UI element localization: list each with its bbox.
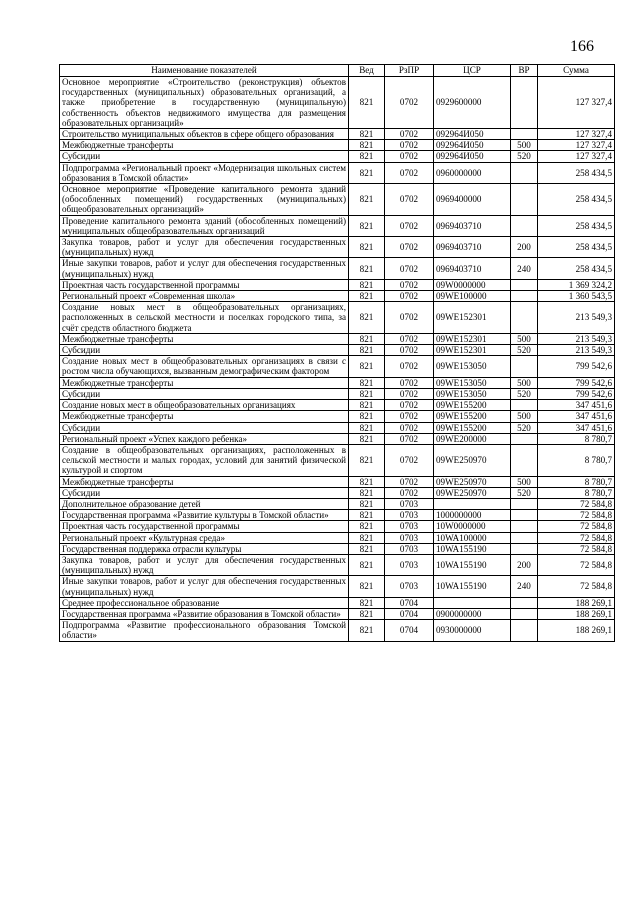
cell-ved: 821 <box>349 258 385 279</box>
cell-sum: 347 451,6 <box>538 400 615 411</box>
cell-sum: 127 327,4 <box>538 151 615 162</box>
table-row <box>60 151 615 162</box>
table-row <box>60 444 615 476</box>
cell-name: Создание новых мест в общеобразовательных организациях в связи с ростом числа обучающихся, вызванным демографическим фактором <box>60 356 349 377</box>
cell-sum: 72 584,8 <box>538 576 615 597</box>
header-sum: Сумма <box>538 65 615 77</box>
cell-vr <box>511 302 538 334</box>
table-row <box>60 400 615 411</box>
table-row <box>60 433 615 444</box>
table-row <box>60 476 615 487</box>
cell-vr: 500 <box>511 140 538 151</box>
cell-sum: 258 434,5 <box>538 215 615 236</box>
cell-csr <box>434 597 511 608</box>
cell-sum: 258 434,5 <box>538 258 615 279</box>
cell-csr: 09WE152301 <box>434 333 511 344</box>
cell-sum: 213 549,3 <box>538 345 615 356</box>
table-row <box>60 215 615 236</box>
cell-sum: 188 269,1 <box>538 608 615 619</box>
cell-name: Межбюджетные трансферты <box>60 333 349 344</box>
table-row <box>60 498 615 509</box>
cell-csr: 0930000000 <box>434 620 511 641</box>
table-row <box>60 543 615 554</box>
cell-vr <box>511 620 538 641</box>
cell-sum: 799 542,6 <box>538 356 615 377</box>
cell-sum: 8 780,7 <box>538 444 615 476</box>
cell-rzpr: 0702 <box>385 377 434 388</box>
cell-sum: 127 327,4 <box>538 129 615 140</box>
cell-ved: 821 <box>349 543 385 554</box>
cell-sum: 72 584,8 <box>538 532 615 543</box>
cell-ved: 821 <box>349 129 385 140</box>
cell-sum: 1 369 324,2 <box>538 279 615 290</box>
cell-ved: 821 <box>349 140 385 151</box>
cell-name: Межбюджетные трансферты <box>60 411 349 422</box>
cell-vr: 500 <box>511 411 538 422</box>
cell-name: Субсидии <box>60 345 349 356</box>
cell-vr <box>511 608 538 619</box>
cell-vr <box>511 444 538 476</box>
cell-rzpr: 0704 <box>385 620 434 641</box>
cell-csr: 09WE155200 <box>434 411 511 422</box>
header-name: Наименование показателей <box>60 65 349 77</box>
cell-name: Региональный проект «Современная школа» <box>60 291 349 302</box>
cell-ved: 821 <box>349 77 385 129</box>
table-row <box>60 345 615 356</box>
cell-ved: 821 <box>349 151 385 162</box>
cell-vr <box>511 356 538 377</box>
cell-vr <box>511 433 538 444</box>
cell-ved: 821 <box>349 333 385 344</box>
table-row <box>60 487 615 498</box>
cell-csr: 09WE250970 <box>434 487 511 498</box>
cell-rzpr: 0702 <box>385 140 434 151</box>
cell-csr: 09WE100000 <box>434 291 511 302</box>
cell-vr <box>511 215 538 236</box>
cell-csr <box>434 498 511 509</box>
cell-rzpr: 0702 <box>385 237 434 258</box>
cell-sum: 188 269,1 <box>538 620 615 641</box>
cell-ved: 821 <box>349 554 385 575</box>
cell-name: Дополнительное образование детей <box>60 498 349 509</box>
cell-csr: 09WE152301 <box>434 345 511 356</box>
cell-rzpr: 0702 <box>385 444 434 476</box>
cell-csr: 10WA155190 <box>434 543 511 554</box>
cell-name: Межбюджетные трансферты <box>60 377 349 388</box>
cell-rzpr: 0702 <box>385 476 434 487</box>
cell-csr: 09WE250970 <box>434 476 511 487</box>
cell-csr: 09WE155200 <box>434 400 511 411</box>
cell-rzpr: 0702 <box>385 411 434 422</box>
table-row <box>60 620 615 641</box>
cell-sum: 347 451,6 <box>538 411 615 422</box>
table-row <box>60 377 615 388</box>
cell-rzpr: 0702 <box>385 345 434 356</box>
cell-sum: 127 327,4 <box>538 140 615 151</box>
cell-csr: 0900000000 <box>434 608 511 619</box>
cell-vr <box>511 184 538 216</box>
cell-ved: 821 <box>349 444 385 476</box>
cell-vr <box>511 543 538 554</box>
cell-ved: 821 <box>349 510 385 521</box>
cell-csr: 0969400000 <box>434 184 511 216</box>
cell-ved: 821 <box>349 620 385 641</box>
cell-vr: 520 <box>511 345 538 356</box>
cell-csr: 10W0000000 <box>434 521 511 532</box>
cell-csr: 092964И050 <box>434 140 511 151</box>
table-row <box>60 510 615 521</box>
cell-sum: 799 542,6 <box>538 377 615 388</box>
cell-rzpr: 0704 <box>385 597 434 608</box>
cell-vr <box>511 532 538 543</box>
table-row <box>60 77 615 129</box>
cell-ved: 821 <box>349 498 385 509</box>
cell-sum: 1 360 543,5 <box>538 291 615 302</box>
cell-ved: 821 <box>349 237 385 258</box>
cell-vr <box>511 498 538 509</box>
table-row <box>60 184 615 216</box>
cell-vr: 500 <box>511 476 538 487</box>
cell-sum: 72 584,8 <box>538 510 615 521</box>
cell-rzpr: 0704 <box>385 608 434 619</box>
cell-name: Иные закупки товаров, работ и услуг для обеспечения государственных (муниципальных) нужд <box>60 576 349 597</box>
cell-rzpr: 0703 <box>385 521 434 532</box>
table-row <box>60 422 615 433</box>
cell-vr <box>511 291 538 302</box>
cell-rzpr: 0702 <box>385 279 434 290</box>
cell-sum: 347 451,6 <box>538 422 615 433</box>
cell-vr <box>511 400 538 411</box>
cell-name: Среднее профессиональное образование <box>60 597 349 608</box>
table-row <box>60 576 615 597</box>
cell-name: Основное мероприятие «Проведение капитального ремонта зданий (обособленных помещений) государственных (муниципальных) общеобразовательных организаций» <box>60 184 349 216</box>
cell-rzpr: 0702 <box>385 388 434 399</box>
header-csr: ЦСР <box>434 65 511 77</box>
cell-name: Строительство муниципальных объектов в сфере общего образования <box>60 129 349 140</box>
table-row <box>60 291 615 302</box>
cell-rzpr: 0702 <box>385 291 434 302</box>
cell-vr: 520 <box>511 388 538 399</box>
header-ved: Вед <box>349 65 385 77</box>
cell-ved: 821 <box>349 162 385 183</box>
cell-vr: 200 <box>511 237 538 258</box>
cell-csr: 09WE153050 <box>434 388 511 399</box>
table-row <box>60 162 615 183</box>
cell-ved: 821 <box>349 279 385 290</box>
cell-vr: 240 <box>511 576 538 597</box>
cell-sum: 258 434,5 <box>538 237 615 258</box>
cell-name: Межбюджетные трансферты <box>60 140 349 151</box>
cell-rzpr: 0702 <box>385 433 434 444</box>
cell-rzpr: 0702 <box>385 487 434 498</box>
cell-ved: 821 <box>349 345 385 356</box>
cell-csr: 0969403710 <box>434 258 511 279</box>
cell-name: Государственная программа «Развитие культуры в Томской области» <box>60 510 349 521</box>
cell-name: Региональный проект «Культурная среда» <box>60 532 349 543</box>
cell-csr: 1000000000 <box>434 510 511 521</box>
cell-sum: 8 780,7 <box>538 433 615 444</box>
cell-ved: 821 <box>349 377 385 388</box>
cell-sum: 188 269,1 <box>538 597 615 608</box>
cell-ved: 821 <box>349 411 385 422</box>
cell-sum: 72 584,8 <box>538 498 615 509</box>
cell-sum: 8 780,7 <box>538 476 615 487</box>
cell-vr: 200 <box>511 554 538 575</box>
cell-rzpr: 0703 <box>385 576 434 597</box>
cell-sum: 213 549,3 <box>538 333 615 344</box>
table-row <box>60 237 615 258</box>
cell-name: Государственная программа «Развитие образования в Томской области» <box>60 608 349 619</box>
cell-vr: 500 <box>511 333 538 344</box>
cell-csr: 09WE200000 <box>434 433 511 444</box>
cell-sum: 799 542,6 <box>538 388 615 399</box>
cell-rzpr: 0703 <box>385 532 434 543</box>
cell-ved: 821 <box>349 215 385 236</box>
cell-ved: 821 <box>349 608 385 619</box>
cell-ved: 821 <box>349 291 385 302</box>
cell-vr: 520 <box>511 151 538 162</box>
cell-ved: 821 <box>349 487 385 498</box>
cell-ved: 821 <box>349 597 385 608</box>
cell-name: Закупка товаров, работ и услуг для обеспечения государственных (муниципальных) нужд <box>60 554 349 575</box>
cell-csr: 0929600000 <box>434 77 511 129</box>
cell-vr <box>511 279 538 290</box>
cell-vr <box>511 162 538 183</box>
budget-table <box>59 64 615 642</box>
cell-rzpr: 0703 <box>385 510 434 521</box>
cell-rzpr: 0702 <box>385 302 434 334</box>
cell-csr: 09WE152301 <box>434 302 511 334</box>
cell-sum: 8 780,7 <box>538 487 615 498</box>
cell-name: Региональный проект «Успех каждого ребенка» <box>60 433 349 444</box>
cell-rzpr: 0702 <box>385 184 434 216</box>
cell-rzpr: 0703 <box>385 554 434 575</box>
cell-name: Создание новых мест в общеобразовательных организациях <box>60 400 349 411</box>
header-vr: ВР <box>511 65 538 77</box>
cell-ved: 821 <box>349 356 385 377</box>
cell-rzpr: 0702 <box>385 215 434 236</box>
cell-name: Субсидии <box>60 388 349 399</box>
cell-vr: 520 <box>511 487 538 498</box>
table-row <box>60 279 615 290</box>
table-row <box>60 521 615 532</box>
cell-csr: 09WE153050 <box>434 377 511 388</box>
cell-rzpr: 0702 <box>385 422 434 433</box>
cell-name: Проектная часть государственной программы <box>60 521 349 532</box>
table-row <box>60 532 615 543</box>
cell-sum: 258 434,5 <box>538 162 615 183</box>
table-row <box>60 554 615 575</box>
cell-vr <box>511 77 538 129</box>
table-row <box>60 129 615 140</box>
table-header-row <box>60 65 615 77</box>
cell-csr: 0960000000 <box>434 162 511 183</box>
cell-name: Подпрограмма «Развитие профессионального образования Томской области» <box>60 620 349 641</box>
cell-csr: 10WA100000 <box>434 532 511 543</box>
table-row <box>60 333 615 344</box>
cell-ved: 821 <box>349 433 385 444</box>
cell-rzpr: 0703 <box>385 498 434 509</box>
cell-csr: 09W0000000 <box>434 279 511 290</box>
cell-vr <box>511 129 538 140</box>
cell-csr: 0969403710 <box>434 215 511 236</box>
table-row <box>60 411 615 422</box>
cell-ved: 821 <box>349 422 385 433</box>
cell-rzpr: 0702 <box>385 333 434 344</box>
table-row <box>60 608 615 619</box>
cell-rzpr: 0702 <box>385 162 434 183</box>
cell-ved: 821 <box>349 521 385 532</box>
table-row <box>60 388 615 399</box>
cell-csr: 10WA155190 <box>434 554 511 575</box>
header-rzpr: РзПР <box>385 65 434 77</box>
cell-name: Государственная поддержка отрасли культуры <box>60 543 349 554</box>
cell-rzpr: 0702 <box>385 151 434 162</box>
cell-name: Субсидии <box>60 151 349 162</box>
cell-vr: 500 <box>511 377 538 388</box>
table-row <box>60 258 615 279</box>
cell-sum: 72 584,8 <box>538 521 615 532</box>
cell-ved: 821 <box>349 532 385 543</box>
cell-name: Основное мероприятие «Строительство (реконструкция) объектов государственных (муниципальных) образовательных организаций, а также приобретение в государственную (муниципальную) собственность объектов недвижимого имущества для размещения образовательных организаций» <box>60 77 349 129</box>
cell-ved: 821 <box>349 184 385 216</box>
cell-ved: 821 <box>349 388 385 399</box>
table-row <box>60 356 615 377</box>
cell-name: Закупка товаров, работ и услуг для обеспечения государственных (муниципальных) нужд <box>60 237 349 258</box>
cell-csr: 092964И050 <box>434 129 511 140</box>
cell-sum: 213 549,3 <box>538 302 615 334</box>
cell-rzpr: 0702 <box>385 400 434 411</box>
cell-csr: 09WE155200 <box>434 422 511 433</box>
cell-vr: 520 <box>511 422 538 433</box>
table-row <box>60 597 615 608</box>
cell-ved: 821 <box>349 400 385 411</box>
cell-csr: 09WE153050 <box>434 356 511 377</box>
cell-name: Создание новых мест в общеобразовательных организациях, расположенных в сельской местности и поселках городского типа, за счёт средств областного бюджета <box>60 302 349 334</box>
cell-csr: 0969403710 <box>434 237 511 258</box>
cell-sum: 72 584,8 <box>538 554 615 575</box>
cell-sum: 258 434,5 <box>538 184 615 216</box>
cell-name: Субсидии <box>60 422 349 433</box>
page-number: 166 <box>570 38 594 55</box>
cell-sum: 72 584,8 <box>538 543 615 554</box>
cell-name: Проектная часть государственной программы <box>60 279 349 290</box>
cell-rzpr: 0703 <box>385 543 434 554</box>
cell-name: Субсидии <box>60 487 349 498</box>
cell-name: Проведение капитального ремонта зданий (обособленных помещений) муниципальных общеобразовательных организаций <box>60 215 349 236</box>
cell-name: Межбюджетные трансферты <box>60 476 349 487</box>
cell-csr: 09WE250970 <box>434 444 511 476</box>
table-row <box>60 140 615 151</box>
cell-rzpr: 0702 <box>385 258 434 279</box>
cell-ved: 821 <box>349 576 385 597</box>
cell-name: Подпрограмма «Региональный проект «Модернизация школьных систем образования в Томской области» <box>60 162 349 183</box>
cell-vr <box>511 597 538 608</box>
cell-csr: 10WA155190 <box>434 576 511 597</box>
cell-rzpr: 0702 <box>385 129 434 140</box>
cell-vr: 240 <box>511 258 538 279</box>
cell-rzpr: 0702 <box>385 77 434 129</box>
cell-ved: 821 <box>349 476 385 487</box>
table-row <box>60 302 615 334</box>
cell-rzpr: 0702 <box>385 356 434 377</box>
cell-name: Иные закупки товаров, работ и услуг для обеспечения государственных (муниципальных) нужд <box>60 258 349 279</box>
cell-sum: 127 327,4 <box>538 77 615 129</box>
cell-ved: 821 <box>349 302 385 334</box>
cell-vr <box>511 510 538 521</box>
cell-name: Создание в общеобразовательных организациях, расположенных в сельской местности и малых городах, условий для занятий физической культурой и спортом <box>60 444 349 476</box>
cell-csr: 092964И050 <box>434 151 511 162</box>
cell-vr <box>511 521 538 532</box>
